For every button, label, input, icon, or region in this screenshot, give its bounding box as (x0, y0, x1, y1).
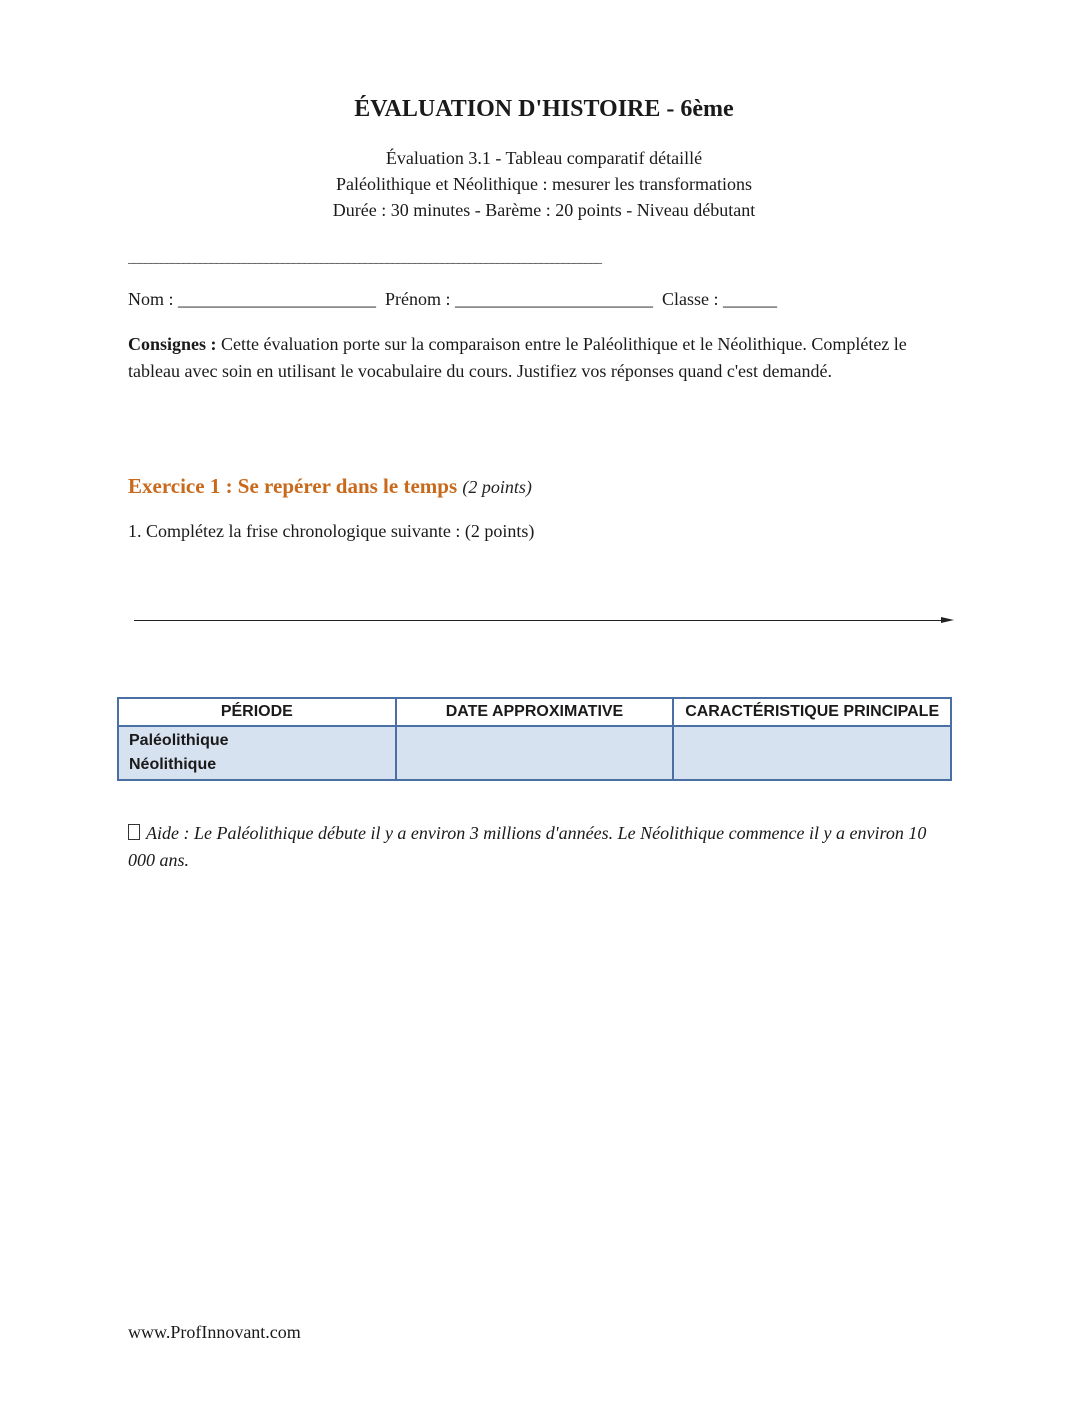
timeline-arrow (134, 617, 954, 625)
period-paleolithique: Paléolithique (129, 732, 229, 749)
prenom-field[interactable]: ______________________ (455, 289, 654, 309)
cell-caracteristique-input[interactable] (673, 726, 951, 780)
exercise-1-question: 1. Complétez la frise chronologique suivante : (2 points) (128, 521, 535, 541)
header-date: DATE APPROXIMATIVE (396, 698, 674, 726)
evaluation-duration: Durée : 30 minutes - Barème : 20 points - Niveau débutant (332, 200, 756, 220)
prenom-label: Prénom : (385, 289, 451, 309)
cell-date-input[interactable] (396, 726, 674, 780)
page-title: ÉVALUATION D'HISTOIRE - 6ème (354, 96, 734, 122)
help-note (128, 820, 928, 874)
table-row (118, 726, 951, 780)
instructions-label: Consignes : (128, 334, 217, 354)
header-periode: PÉRIODE (118, 698, 396, 726)
periods-table (117, 697, 952, 781)
table-header-row (118, 698, 951, 726)
period-neolithique: Néolithique (129, 756, 217, 773)
help-text: Aide : Le Paléolithique débute il y a environ 3 millions d'années. Le Néolithique commence il y a environ 10 000 ans. (128, 823, 927, 870)
nom-label: Nom : (128, 289, 174, 309)
classe-field[interactable]: ______ (723, 289, 778, 309)
header-caracteristique: CARACTÉRISTIQUE PRINCIPALE (673, 698, 951, 726)
exercise-1-points: (2 points) (462, 477, 532, 497)
timeline-line (134, 620, 942, 621)
instructions (128, 331, 948, 385)
evaluation-topic: Paléolithique et Néolithique : mesurer les transformations (336, 174, 752, 194)
instructions-text: Cette évaluation porte sur la comparaison entre le Paléolithique et le Néolithique. Complétez le tableau avec soin en utilisant le vocabulaire du cours. Justifiez vos réponses quand c'est demandé. (128, 334, 907, 381)
nom-field[interactable]: ______________________ (178, 289, 377, 309)
separator-line: ______________________________________________________________________________________ (128, 250, 601, 265)
classe-label: Classe : (662, 289, 719, 309)
footer-url[interactable]: www.ProfInnovant.com (128, 1322, 301, 1342)
evaluation-subtitle: Évaluation 3.1 - Tableau comparatif détaillé (385, 148, 703, 168)
cell-periods (118, 726, 396, 780)
exercise-1-heading (128, 474, 532, 499)
arrow-right-icon (941, 617, 954, 623)
lightbulb-icon (128, 824, 140, 840)
exercise-1-title: Exercice 1 : Se repérer dans le temps (128, 474, 458, 498)
identity-line (128, 289, 777, 310)
